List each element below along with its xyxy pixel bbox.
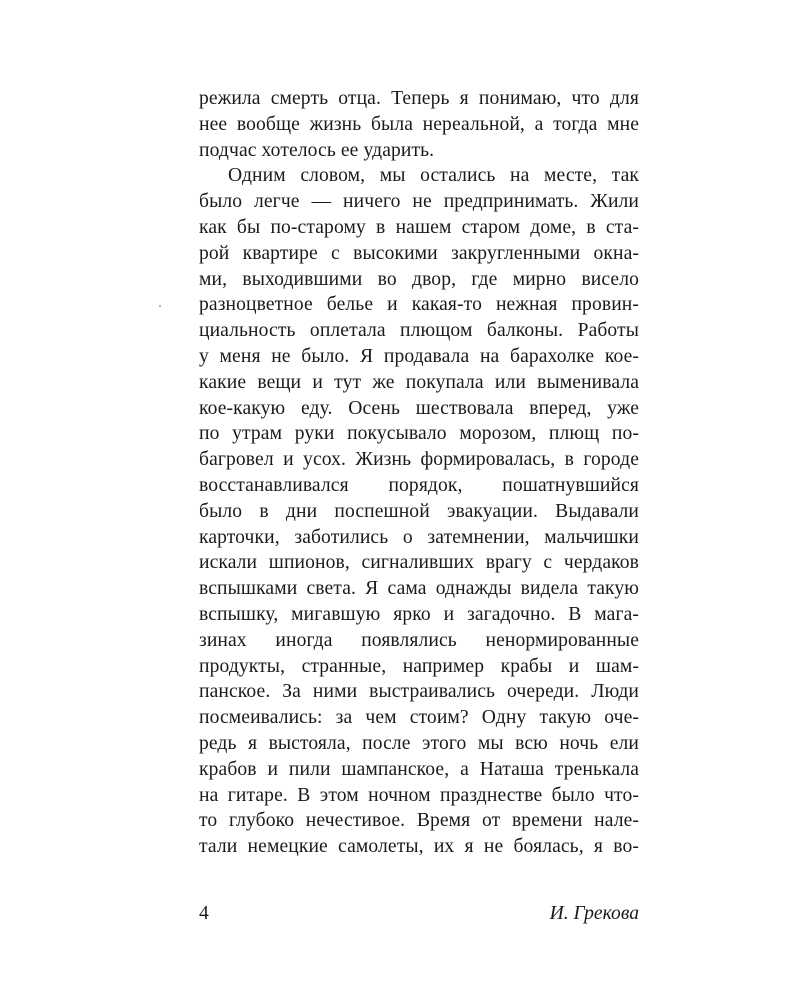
text-line: вспышками света. Я сама однажды видела такую bbox=[199, 578, 639, 600]
text-line: циальность оплетала плющом балконы. Работы bbox=[199, 320, 639, 342]
text-line: было в дни поспешной эвакуации. Выдавали bbox=[199, 500, 639, 522]
text-line: кое-какую еду. Осень шествовала вперед, уже bbox=[199, 397, 639, 419]
text-line: разноцветное белье и какая-то нежная провин- bbox=[199, 294, 639, 316]
text-line: искали шпионов, сигналивших врагу с чердаков bbox=[199, 552, 639, 574]
text-line: как бы по-старому в нашем старом доме, в ста- bbox=[199, 216, 639, 238]
text-line: редь я выстояла, после этого мы всю ночь ели bbox=[199, 732, 639, 754]
text-line: было легче — ничего не предпринимать. Жили bbox=[199, 191, 639, 213]
text-line: у меня не было. Я продавала на барахолке кое- bbox=[199, 345, 639, 367]
text-line: продукты, странные, например крабы и шам- bbox=[199, 655, 639, 677]
text-line: багровел и усох. Жизнь формировалась, в городе bbox=[199, 449, 639, 471]
page-number: 4 bbox=[199, 903, 209, 924]
text-line: режила смерть отца. Теперь я понимаю, что для bbox=[199, 88, 639, 109]
paragraph-end-line: подчас хотелось ее ударить. bbox=[199, 139, 435, 161]
text-line: восстанавливался порядок, пошатнувшийся bbox=[199, 474, 639, 496]
text-line: карточки, заботились о затемнении, мальчишки bbox=[199, 526, 639, 548]
text-line: вспышку, мигавшую ярко и загадочно. В мага- bbox=[199, 603, 639, 625]
text-line: по утрам руки покусывало морозом, плющ по- bbox=[199, 423, 639, 445]
text-line: зинах иногда появлялись ненормированные bbox=[199, 629, 639, 651]
text-line: то глубоко нечестивое. Время от времени нале- bbox=[199, 810, 639, 832]
text-line: рой квартире с высокими закругленными окна- bbox=[199, 242, 639, 264]
text-line: ми, выходившими во двор, где мирно висело bbox=[199, 268, 639, 290]
running-footer-author: И. Грекова bbox=[549, 903, 639, 924]
text-line: какие вещи и тут же покупала или выменивала bbox=[199, 371, 639, 393]
text-line: на гитаре. В этом ночном празднестве было что- bbox=[199, 784, 639, 806]
body-text bbox=[199, 86, 639, 860]
text-line: крабов и пили шампанское, а Наташа тренькала bbox=[199, 758, 639, 780]
scan-speck bbox=[159, 305, 161, 307]
paragraph-start-line: Одним словом, мы остались на месте, так bbox=[228, 165, 639, 187]
text-line: панское. За ними выстраивались очереди. Люди bbox=[199, 681, 639, 703]
text-line: нее вообще жизнь была нереальной, а тогда мне bbox=[199, 113, 639, 135]
text-line: тали немецкие самолеты, их я не боялась, я во- bbox=[199, 836, 639, 858]
text-line: посмеивались: за чем стоим? Одну такую оче- bbox=[199, 707, 639, 729]
